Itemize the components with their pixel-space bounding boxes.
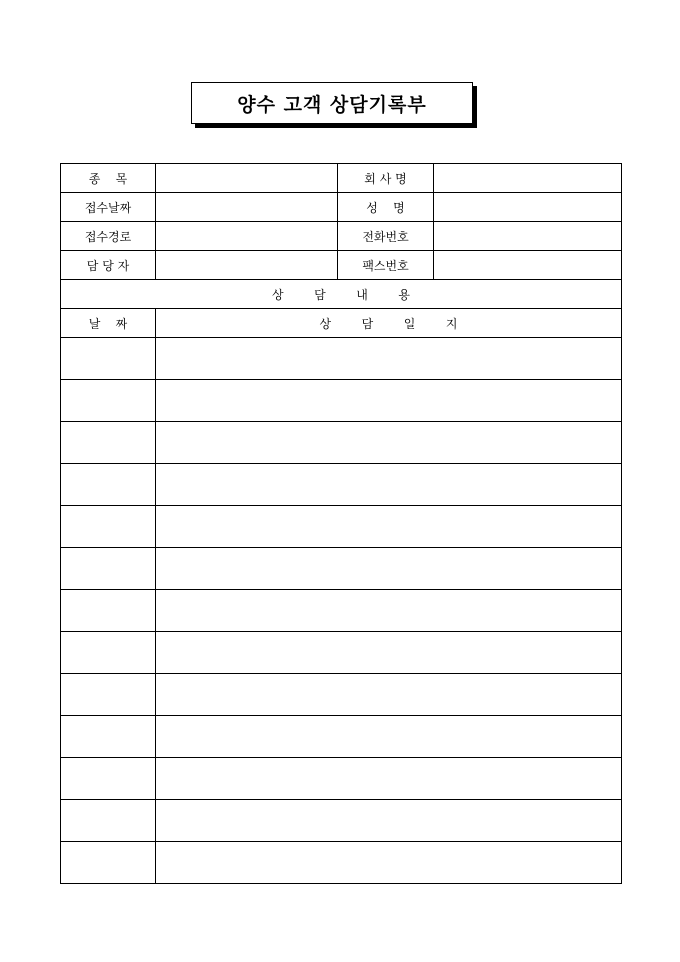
field-company-name[interactable] xyxy=(434,164,622,193)
label-name: 성 명 xyxy=(338,193,434,222)
log-entry-row xyxy=(61,338,622,380)
log-entry-content[interactable] xyxy=(156,632,622,674)
log-entry-row xyxy=(61,632,622,674)
log-entry-row xyxy=(61,422,622,464)
log-entry-date[interactable] xyxy=(61,590,156,632)
label-fax-number: 팩스번호 xyxy=(338,251,434,280)
log-entry-date[interactable] xyxy=(61,716,156,758)
consultation-form-table xyxy=(60,163,622,884)
log-entry-date[interactable] xyxy=(61,842,156,884)
field-category[interactable] xyxy=(156,164,338,193)
field-phone-number[interactable] xyxy=(434,222,622,251)
log-entry-content[interactable] xyxy=(156,380,622,422)
field-fax-number[interactable] xyxy=(434,251,622,280)
label-intake-route: 접수경로 xyxy=(61,222,156,251)
log-entry-date[interactable] xyxy=(61,380,156,422)
field-intake-route[interactable] xyxy=(156,222,338,251)
log-entry-content[interactable] xyxy=(156,674,622,716)
log-header-row xyxy=(61,309,622,338)
info-row-category xyxy=(61,164,622,193)
log-entry-content[interactable] xyxy=(156,422,622,464)
log-entry-row xyxy=(61,506,622,548)
log-entry-row xyxy=(61,758,622,800)
log-entry-row xyxy=(61,674,622,716)
log-entry-date[interactable] xyxy=(61,422,156,464)
log-entry-date[interactable] xyxy=(61,548,156,590)
log-entry-content[interactable] xyxy=(156,590,622,632)
label-received-date: 접수날짜 xyxy=(61,193,156,222)
label-phone-number: 전화번호 xyxy=(338,222,434,251)
info-row-intake-route xyxy=(61,222,622,251)
log-entry-content[interactable] xyxy=(156,800,622,842)
log-entry-date[interactable] xyxy=(61,338,156,380)
log-entry-row xyxy=(61,842,622,884)
field-name[interactable] xyxy=(434,193,622,222)
log-entry-content[interactable] xyxy=(156,758,622,800)
field-received-date[interactable] xyxy=(156,193,338,222)
info-row-received-date xyxy=(61,193,622,222)
log-entry-content[interactable] xyxy=(156,842,622,884)
log-entry-row xyxy=(61,716,622,758)
log-entry-row xyxy=(61,548,622,590)
info-row-person-in-charge xyxy=(61,251,622,280)
log-entry-date[interactable] xyxy=(61,674,156,716)
field-person-in-charge[interactable] xyxy=(156,251,338,280)
log-entry-row xyxy=(61,464,622,506)
log-entry-date[interactable] xyxy=(61,506,156,548)
log-entry-content[interactable] xyxy=(156,464,622,506)
label-category: 종 목 xyxy=(61,164,156,193)
log-entry-content[interactable] xyxy=(156,338,622,380)
section-title: 상 담 내 용 xyxy=(61,280,622,309)
log-entry-row xyxy=(61,800,622,842)
label-person-in-charge: 담 당 자 xyxy=(61,251,156,280)
log-entry-content[interactable] xyxy=(156,506,622,548)
document-title: 양수 고객 상담기록부 xyxy=(191,82,473,124)
log-entry-content[interactable] xyxy=(156,548,622,590)
log-date-header: 날 짜 xyxy=(61,309,156,338)
log-entry-date[interactable] xyxy=(61,758,156,800)
log-entry-date[interactable] xyxy=(61,464,156,506)
log-entry-content[interactable] xyxy=(156,716,622,758)
log-entry-row xyxy=(61,590,622,632)
log-entry-row xyxy=(61,380,622,422)
log-entry-date[interactable] xyxy=(61,632,156,674)
section-header-row xyxy=(61,280,622,309)
log-entry-date[interactable] xyxy=(61,800,156,842)
label-company-name: 회 사 명 xyxy=(338,164,434,193)
log-content-header: 상 담 일 지 xyxy=(156,309,622,338)
